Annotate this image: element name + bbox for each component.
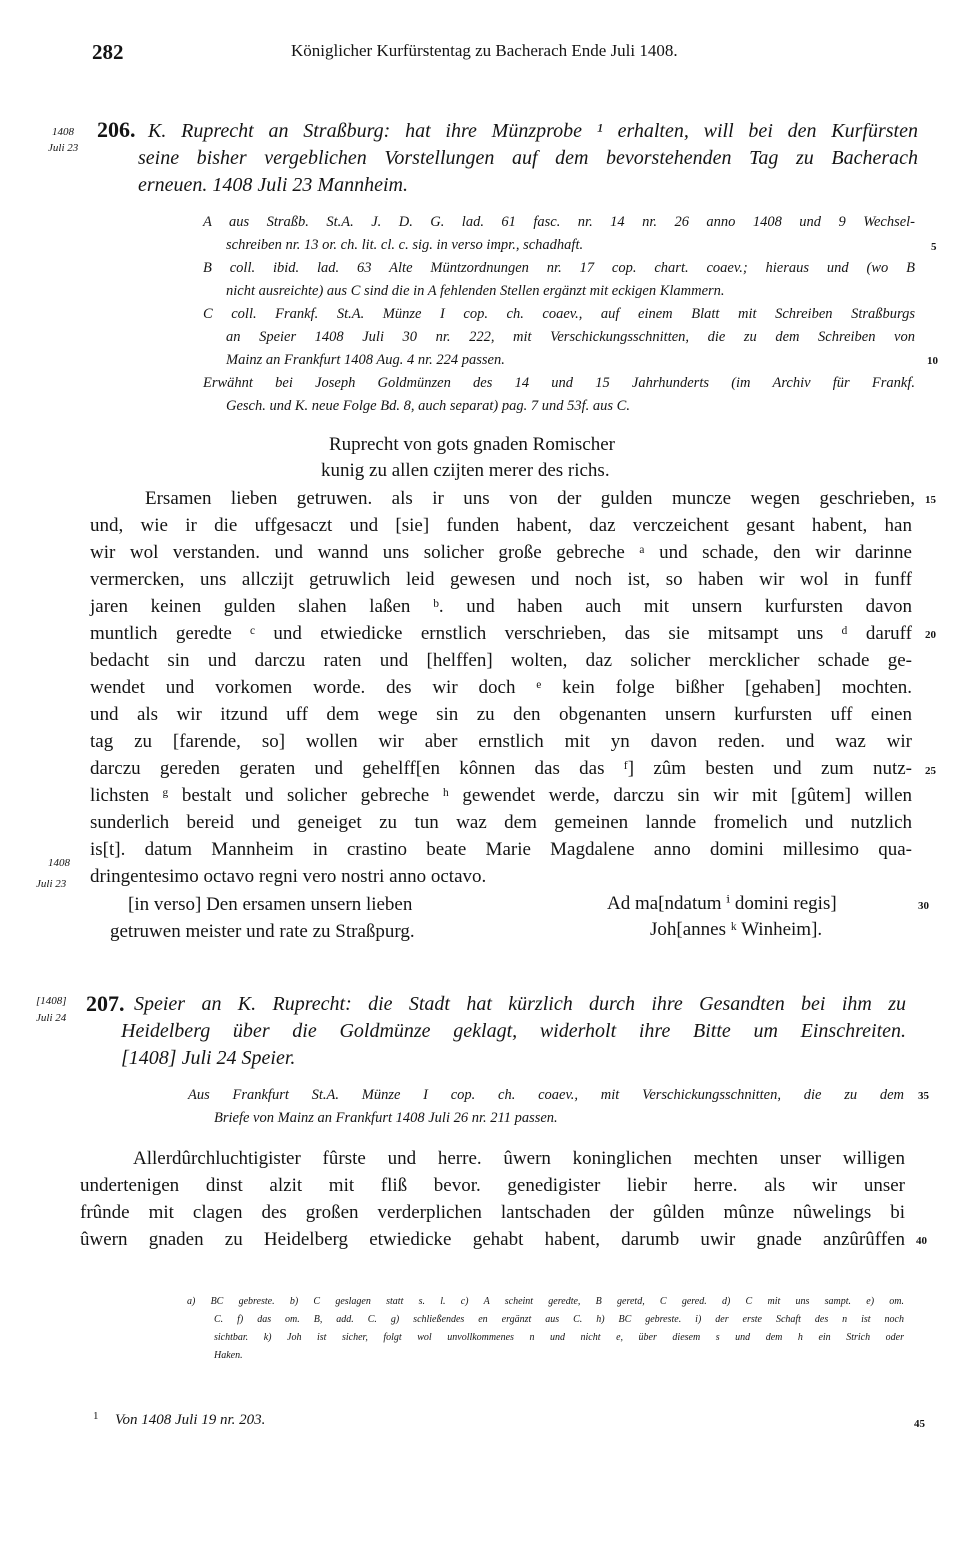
line-number: 40 <box>916 1235 927 1247</box>
source-note-line: Briefe von Mainz an Frankfurt 1408 Juli 26 nr. 211 passen. <box>214 1110 558 1126</box>
intitulatio-line: kunig zu allen czijten merer des richs. <box>321 460 610 481</box>
text-line: wir wol verstanden. und wannd uns solicher große gebreche ᵃ und schade, den wir darinne <box>90 542 912 563</box>
chancery-note: Joh[annes ᵏ Winheim]. <box>650 919 823 940</box>
line-number: 5 <box>931 241 937 253</box>
regest-line: Heidelberg über die Goldmünze geklagt, widerholt ihre Bitte um Einschreiten. <box>121 1020 906 1042</box>
text-line: muntlich geredte ᶜ und etwiedicke ernstlich verschrieben, das sie mitsampt uns ᵈ daruff <box>90 623 912 644</box>
margin-year: [1408] <box>36 995 67 1007</box>
margin-date: Juli 23 <box>36 878 67 890</box>
running-title: Königlicher Kurfürstentag zu Bacherach Ende Juli 1408. <box>291 41 678 60</box>
source-note-line: A aus Straßb. St.A. J. D. G. lad. 61 fasc. nr. 14 nr. 26 anno 1408 und 9 Wechsel- <box>203 214 915 230</box>
footnote-text: Von 1408 Juli 19 nr. 203. <box>115 1412 266 1428</box>
text-line: tag zu [farende, so] wollen wir aber ernstlich mit yn davon reden. und waz wir <box>90 731 912 752</box>
text-line: lichsten ᵍ bestalt und solicher gebreche ʰ gewendet werde, darczu sin wir mit [gûtem] willen <box>90 785 912 806</box>
text-line: undertenigen dinst alzit mit fliß bevor. genedigister liebir herre. als wir unser <box>80 1175 905 1196</box>
footnote-marker: 1 <box>93 1410 99 1422</box>
text-line: sunderlich bereid und geneiget zu tun waz dem gemeinen lannde fromelich und nutzlich <box>90 812 912 833</box>
line-number: 35 <box>918 1090 929 1102</box>
line-number: 15 <box>925 494 936 506</box>
line-number: 10 <box>927 355 938 367</box>
margin-date: Juli 23 <box>48 142 79 154</box>
source-note-line: schreiben nr. 13 or. ch. lit. cl. c. sig. in verso impr., schadhaft. <box>226 237 584 253</box>
text-line: bedacht sin und darczu raten und [helffen] wolten, daz solicher mercklicher schade ge- <box>90 650 912 671</box>
source-note-line: C coll. Frankf. St.A. Münze I cop. ch. coaev., auf einem Blatt mit Schreiben Straßburgs <box>203 306 915 322</box>
text-line: Ersamen lieben getruwen. als ir uns von der gulden muncze wegen geschrieben, <box>145 488 915 509</box>
source-note-line: nicht ausreichte) aus C sind die in A fehlenden Stellen ergänzt mit eckigen Klammern. <box>226 283 725 299</box>
text-line: frûnde mit clagen des großen verderplichen lantschaden der gûlden mûnze nûwelings bi <box>80 1202 905 1223</box>
source-note-line: Aus Frankfurt St.A. Münze I cop. ch. coaev., mit Verschickungsschnitten, die zu dem <box>188 1087 904 1103</box>
margin-year: 1408 <box>48 857 70 869</box>
line-number: 20 <box>925 629 936 641</box>
source-note-line: Gesch. und K. neue Folge Bd. 8, auch separat) pag. 7 und 53f. aus C. <box>226 398 630 414</box>
source-note-line: Mainz an Frankfurt 1408 Aug. 4 nr. 224 passen. <box>226 352 505 368</box>
text-line: wendet und vorkomen worde. des wir doch ᵉ kein folge bißher [gehaben] mochten. <box>90 677 912 698</box>
text-line: jaren keinen gulden slahen laßen ᵇ. und haben auch mit unsern kurfursten davon <box>90 596 912 617</box>
regest-line: erneuen. 1408 Juli 23 Mannheim. <box>138 174 408 196</box>
text-line: Allerdûrchluchtigister fûrste und herre. ûwern koninglichen mechten unser willigen <box>133 1148 905 1169</box>
chancery-note: Ad ma[ndatum ⁱ domini regis] <box>607 893 837 914</box>
text-line: ûwern gnaden zu Heidelberg etwiedicke gehabt habent, darumb uwir gnade anzûrûffen <box>80 1229 905 1250</box>
address-line: getruwen meister und rate zu Straßpurg. <box>110 921 415 942</box>
source-note-line: an Speier 1408 Juli 30 nr. 222, mit Verschickungsschnitten, die zu dem Schreiben von <box>226 329 915 345</box>
regest-line: K. Ruprecht an Straßburg: hat ihre Münzprobe ¹ erhalten, will bei den Kurfürsten <box>148 120 918 142</box>
document-number: 206. <box>97 117 136 142</box>
variant-note-line: C. f) das om. B, add. C. g) schließendes en ergänzt aus C. h) BC gebreste. i) der erste Schaft des n ist noch <box>214 1314 904 1325</box>
line-number: 45 <box>914 1418 925 1430</box>
text-line: dringentesimo octavo regni vero nostri anno octavo. <box>90 866 487 887</box>
source-note-line: B coll. ibid. lad. 63 Alte Müntzordnungen nr. 17 cop. chart. coaev.; hieraus und (wo B <box>203 260 915 276</box>
variant-note-line: Haken. <box>214 1350 243 1361</box>
line-number: 30 <box>918 900 929 912</box>
text-line: is[t]. datum Mannheim in crastino beate Marie Magdalene anno domini millesimo qua- <box>90 839 912 860</box>
source-note-line: Erwähnt bei Joseph Goldmünzen des 14 und 15 Jahrhunderts (im Archiv für Frankf. <box>203 375 915 391</box>
text-line: darczu gereden geraten und gehelff[en kônnen das das ᶠ] zûm besten und zum nutz- <box>90 758 912 779</box>
text-line: vermercken, uns allczijt getruwlich leid gewesen und noch ist, so haben wir wol in funff <box>90 569 912 590</box>
line-number: 25 <box>925 765 936 777</box>
regest-line: Speier an K. Ruprecht: die Stadt hat kürzlich durch ihre Gesandten bei ihm zu <box>134 993 906 1015</box>
regest-line: seine bisher vergeblichen Vorstellungen auf dem bevorstehenden Tag zu Bacherach <box>138 147 918 169</box>
address-line: [in verso] Den ersamen unsern lieben <box>128 894 413 915</box>
margin-date: Juli 24 <box>36 1012 67 1024</box>
regest-line: [1408] Juli 24 Speier. <box>121 1047 296 1069</box>
intitulatio-line: Ruprecht von gots gnaden Romischer <box>329 434 616 455</box>
text-line: und, wie ir die uffgesaczt und [sie] funden habent, daz verczeichent gesant habent, han <box>90 515 912 536</box>
variant-note-line: sichtbar. k) Joh ist sicher, folgt wol unvollkommenes n und nicht e, über diesem s und dem h ein Strich oder <box>214 1332 904 1343</box>
text-line: und als wir itzund uff dem wege sin zu den obgenanten unsern kurfursten uff einen <box>90 704 912 725</box>
variant-note-line: a) BC gebreste. b) C geslagen statt s. l. c) A scheint geredte, B geretd, C gered. d) C mit uns sampt. e) om. <box>187 1296 904 1307</box>
page-number: 282 <box>92 40 124 64</box>
document-number: 207. <box>86 991 125 1016</box>
margin-year: 1408 <box>52 126 74 138</box>
